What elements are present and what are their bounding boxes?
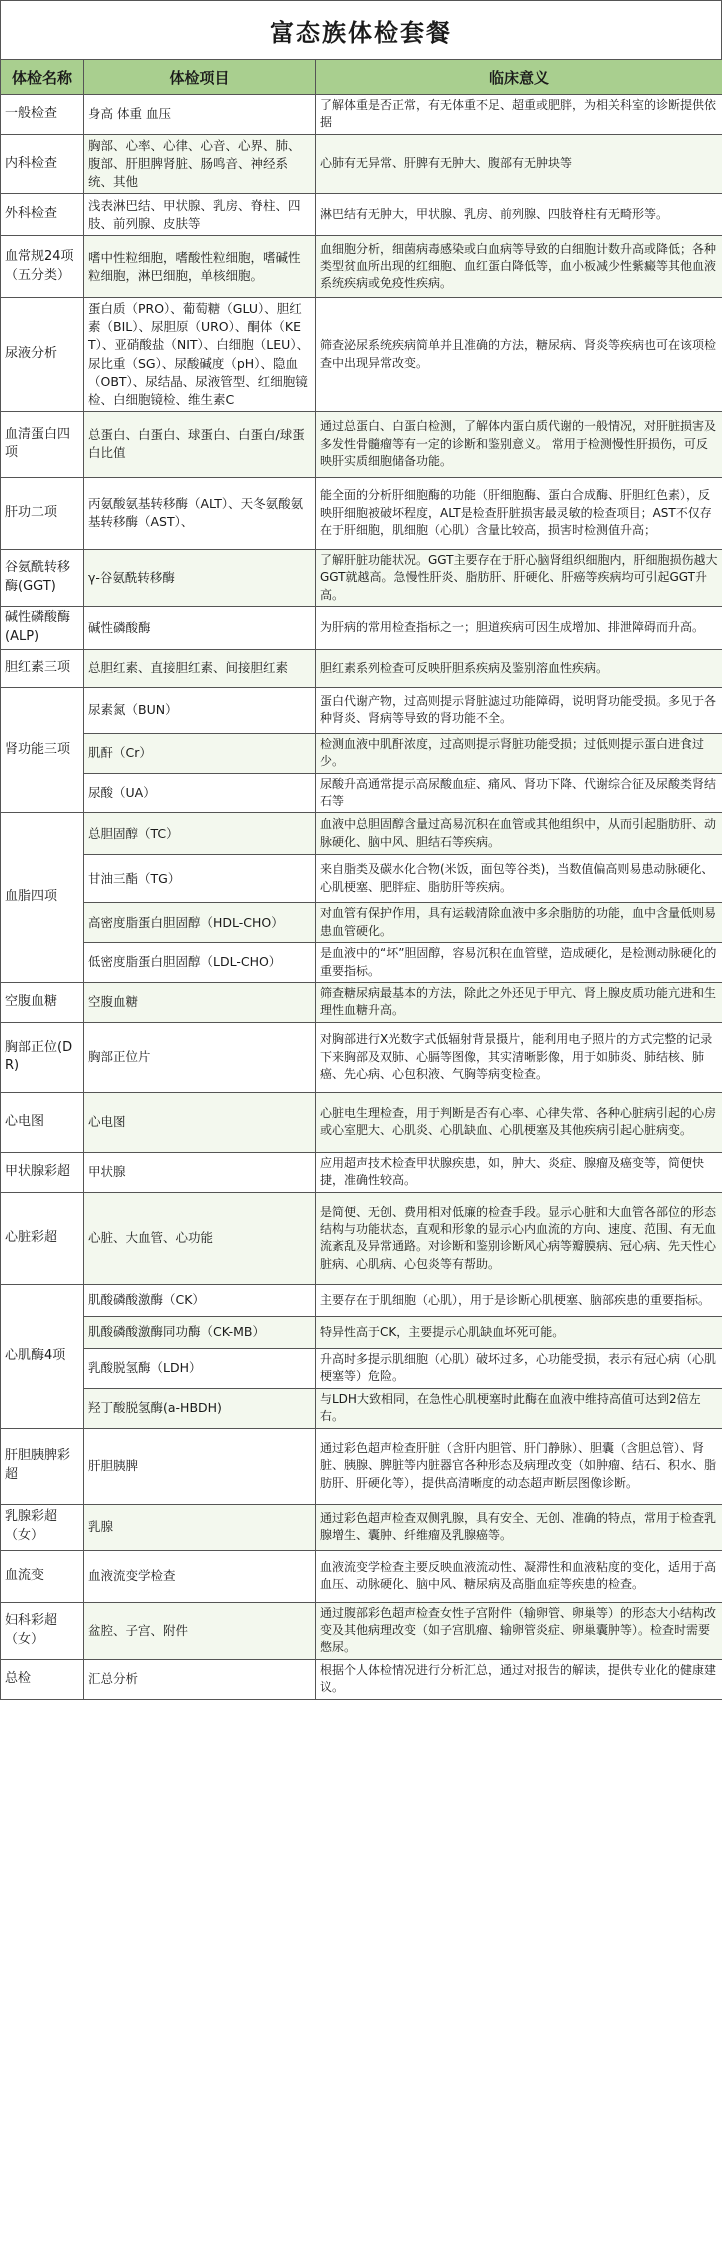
checkup-name-cell: 心脏彩超	[1, 1192, 84, 1284]
table-row	[1, 649, 722, 687]
checkup-item-cell: 总胆固醇（TC）	[84, 813, 316, 855]
clinical-meaning-cell: 蛋白代谢产物，过高则提示肾脏滤过功能障碍，说明肾功能受损。多见于各种肾炎、肾病等导致的肾功能不全。	[316, 687, 722, 733]
checkup-item-cell: 心脏、大血管、心功能	[84, 1192, 316, 1284]
clinical-meaning-cell: 通过彩色超声检查双侧乳腺，具有安全、无创、准确的特点，常用于检查乳腺增生、囊肿、纤维瘤及乳腺癌等。	[316, 1504, 722, 1550]
checkup-item-cell: 胸部正位片	[84, 1022, 316, 1092]
checkup-name-cell: 碱性磷酸酶(ALP)	[1, 607, 84, 650]
table-row	[1, 1192, 722, 1284]
clinical-meaning-cell: 应用超声技术检查甲状腺疾患，如，肿大、炎症、腺瘤及癌变等，简便快捷，准确性较高。	[316, 1152, 722, 1192]
page-title: 富态族体检套餐	[0, 0, 722, 59]
checkup-name-cell: 胆红素三项	[1, 649, 84, 687]
checkup-name-cell: 甲状腺彩超	[1, 1152, 84, 1192]
clinical-meaning-cell: 对血管有保护作用，具有运载清除血液中多余脂肪的功能，血中含量低则易患血管硬化。	[316, 903, 722, 943]
clinical-meaning-cell: 主要存在于肌细胞（心肌），用于是诊断心肌梗塞、脑部疾患的重要指标。	[316, 1284, 722, 1316]
table-row	[1, 236, 722, 298]
table-row	[1, 1602, 722, 1659]
checkup-item-cell: 高密度脂蛋白胆固醇（HDL-CHO）	[84, 903, 316, 943]
table-row	[1, 1428, 722, 1504]
table-row	[1, 1284, 722, 1316]
clinical-meaning-cell: 升高时多提示肌细胞（心肌）破坏过多，心功能受损，表示有冠心病（心肌梗塞等）危险。	[316, 1348, 722, 1388]
checkup-name-cell: 肝胆胰脾彩超	[1, 1428, 84, 1504]
clinical-meaning-cell: 能全面的分析肝细胞酶的功能（肝细胞酶、蛋白合成酶、肝胆红色素），反映肝细胞被破坏程度，ALT是检查肝脏损害最灵敏的检查项目；AST不仅存在于肝细胞，肌细胞（心肌）含量比较高，损害时检测值升高；	[316, 477, 722, 549]
table-row	[1, 1348, 722, 1388]
clinical-meaning-cell: 来自脂类及碳水化合物(米饭，面包等谷类)，当数值偏高则易患动脉硬化、心肌梗塞、肥胖症、脂肪肝等疾病。	[316, 855, 722, 903]
table-row	[1, 549, 722, 606]
table-row	[1, 298, 722, 412]
checkup-name-cell: 血清蛋白四项	[1, 411, 84, 477]
clinical-meaning-cell: 对胸部进行X光数字式低辐射背景摄片，能利用电子照片的方式完整的记录下来胸部及双肺、心膈等图像，其实清晰影像，用于如肺炎、肺结核、肺癌、先心病、心包积液、气胸等病变检查。	[316, 1022, 722, 1092]
clinical-meaning-cell: 通过总蛋白、白蛋白检测，了解体内蛋白质代谢的一般情况，对肝脏损害及多发性骨髓瘤等有一定的诊断和鉴别意义。 常用于检测慢性肝损伤，可反映肝实质细胞储备功能。	[316, 411, 722, 477]
header-items: 体检项目	[84, 60, 316, 95]
checkup-item-cell: 羟丁酸脱氢酶(a-HBDH)	[84, 1388, 316, 1428]
table-row	[1, 477, 722, 549]
checkup-item-cell: 总蛋白、白蛋白、球蛋白、白蛋白/球蛋白比值	[84, 411, 316, 477]
checkup-item-cell: 嗜中性粒细胞，嗜酸性粒细胞，嗜碱性粒细胞，淋巴细胞，单核细胞。	[84, 236, 316, 298]
clinical-meaning-cell: 血细胞分析，细菌病毒感染或白血病等导致的白细胞计数升高或降低；各种类型贫血所出现的红细胞、血红蛋白降低等，血小板减少性紫癜等其他血液系统疾病或免疫性疾病。	[316, 236, 722, 298]
header-name: 体检名称	[1, 60, 84, 95]
checkup-item-cell: 盆腔、子宫、附件	[84, 1602, 316, 1659]
table-row	[1, 855, 722, 903]
checkup-item-cell: 总胆红素、直接胆红素、间接胆红素	[84, 649, 316, 687]
checkup-name-cell: 内科检查	[1, 134, 84, 193]
checkup-name-cell: 妇科彩超（女）	[1, 1602, 84, 1659]
clinical-meaning-cell: 了解体重是否正常，有无体重不足、超重或肥胖，为相关科室的诊断提供依据	[316, 95, 722, 135]
checkup-name-cell: 血脂四项	[1, 813, 84, 983]
clinical-meaning-cell: 筛查泌尿系统疾病简单并且准确的方法，糖尿病、肾炎等疾病也可在该项检查中出现异常改变。	[316, 298, 722, 412]
checkup-table	[0, 59, 722, 1700]
checkup-item-cell: γ-谷氨酰转移酶	[84, 549, 316, 606]
checkup-item-cell: 低密度脂蛋白胆固醇（LDL-CHO）	[84, 943, 316, 983]
clinical-meaning-cell: 检测血液中肌酐浓度，过高则提示肾脏功能受损；过低则提示蛋白进食过少。	[316, 733, 722, 773]
checkup-name-cell: 外科检查	[1, 194, 84, 236]
checkup-name-cell: 肾功能三项	[1, 687, 84, 813]
checkup-name-cell: 谷氨酰转移酶(GGT)	[1, 549, 84, 606]
checkup-item-cell: 肌酸磷酸激酶（CK）	[84, 1284, 316, 1316]
checkup-name-cell: 心肌酶4项	[1, 1284, 84, 1428]
checkup-item-cell: 身高 体重 血压	[84, 95, 316, 135]
checkup-item-cell: 碱性磷酸酶	[84, 607, 316, 650]
checkup-item-cell: 乳腺	[84, 1504, 316, 1550]
checkup-item-cell: 丙氨酸氨基转移酶（ALT）、天冬氨酸氨基转移酶（AST）、	[84, 477, 316, 549]
clinical-meaning-cell: 为肝病的常用检查指标之一；胆道疾病可因生成增加、排泄障碍而升高。	[316, 607, 722, 650]
table-row	[1, 773, 722, 813]
checkup-item-cell: 乳酸脱氢酶（LDH）	[84, 1348, 316, 1388]
clinical-meaning-cell: 心肺有无异常、肝脾有无肿大、腹部有无肿块等	[316, 134, 722, 193]
clinical-meaning-cell: 淋巴结有无肿大，甲状腺、乳房、前列腺、四肢脊柱有无畸形等。	[316, 194, 722, 236]
checkup-name-cell: 血常规24项（五分类）	[1, 236, 84, 298]
table-row	[1, 1504, 722, 1550]
table-row	[1, 687, 722, 733]
clinical-meaning-cell: 与LDH大致相同，在急性心肌梗塞时此酶在血液中维持高值可达到2倍左右。	[316, 1388, 722, 1428]
checkup-name-cell: 心电图	[1, 1092, 84, 1152]
table-row	[1, 1022, 722, 1092]
checkup-item-cell: 肌酐（Cr）	[84, 733, 316, 773]
table-row	[1, 1388, 722, 1428]
checkup-name-cell: 一般检查	[1, 95, 84, 135]
clinical-meaning-cell: 血液流变学检查主要反映血液流动性、凝滞性和血液粘度的变化，适用于高血压、动脉硬化、脑中风、糖尿病及高脂血症等疾患的检查。	[316, 1550, 722, 1602]
table-body	[1, 95, 722, 1700]
table-row	[1, 1550, 722, 1602]
table-row	[1, 1659, 722, 1699]
table-row	[1, 1092, 722, 1152]
checkup-item-cell: 血液流变学检查	[84, 1550, 316, 1602]
checkup-item-cell: 甲状腺	[84, 1152, 316, 1192]
checkup-item-cell: 肌酸磷酸激酶同功酶（CK-MB）	[84, 1316, 316, 1348]
table-header-row	[1, 60, 722, 95]
clinical-meaning-cell: 心脏电生理检查，用于判断是否有心率、心律失常、各种心脏病引起的心房或心室肥大、心肌炎、心肌缺血、心肌梗塞及其他疾病引起心脏病变。	[316, 1092, 722, 1152]
table-row	[1, 95, 722, 135]
checkup-name-cell: 肝功二项	[1, 477, 84, 549]
table-row	[1, 134, 722, 193]
clinical-meaning-cell: 根据个人体检情况进行分析汇总，通过对报告的解读，提供专业化的健康建议。	[316, 1659, 722, 1699]
checkup-item-cell: 甘油三酯（TG）	[84, 855, 316, 903]
table-row	[1, 607, 722, 650]
checkup-item-cell: 尿素氮（BUN）	[84, 687, 316, 733]
clinical-meaning-cell: 是简便、无创、费用相对低廉的检查手段。显示心脏和大血管各部位的形态结构与功能状态，直观和形象的显示心内血流的方向、速度、范围、有无血流紊乱及异常通路。对诊断和鉴别诊断风心病等瓣膜病、冠心病、先天性心脏病、心肌病、心包炎等有帮助。	[316, 1192, 722, 1284]
clinical-meaning-cell: 通过彩色超声检查肝脏（含肝内胆管、肝门静脉）、胆囊（含胆总管）、肾脏、胰腺、脾脏等内脏器官各种形态及病理改变（如肿瘤、结石、积水、脂肪肝、肝硬化等），提供高清晰度的动态超声断层图像诊断。	[316, 1428, 722, 1504]
header-meaning: 临床意义	[316, 60, 722, 95]
checkup-name-cell: 尿液分析	[1, 298, 84, 412]
checkup-name-cell: 胸部正位(DR)	[1, 1022, 84, 1092]
checkup-item-cell: 空腹血糖	[84, 982, 316, 1022]
table-row	[1, 982, 722, 1022]
checkup-item-cell: 蛋白质（PRO）、葡萄糖（GLU）、胆红素（BIL）、尿胆原（URO）、酮体（KET）、亚硝酸盐（NIT）、白细胞（LEU）、尿比重（SG）、尿酸碱度（pH）、隐血（OBT）、尿结晶、尿液管型、红细胞镜检、白细胞镜检、维生素C	[84, 298, 316, 412]
table-row	[1, 1152, 722, 1192]
table-row	[1, 903, 722, 943]
table-row	[1, 813, 722, 855]
table-row	[1, 733, 722, 773]
checkup-item-cell: 汇总分析	[84, 1659, 316, 1699]
checkup-item-cell: 肝胆胰脾	[84, 1428, 316, 1504]
table-row	[1, 194, 722, 236]
clinical-meaning-cell: 血液中总胆固醇含量过高易沉积在血管或其他组织中，从而引起脂肪肝、动脉硬化、脑中风、胆结石等疾病。	[316, 813, 722, 855]
checkup-item-cell: 浅表淋巴结、甲状腺、乳房、脊柱、四肢、前列腺、皮肤等	[84, 194, 316, 236]
clinical-meaning-cell: 筛查糖尿病最基本的方法，除此之外还见于甲亢、肾上腺皮质功能亢进和生理性血糖升高。	[316, 982, 722, 1022]
checkup-item-cell: 心电图	[84, 1092, 316, 1152]
clinical-meaning-cell: 通过腹部彩色超声检查女性子宫附件（输卵管、卵巢等）的形态大小结构改变及其他病理改变（如子宫肌瘤、输卵管炎症、卵巢囊肿等）。检查时需要憋尿。	[316, 1602, 722, 1659]
clinical-meaning-cell: 了解肝脏功能状况。GGT主要存在于肝心脑肾组织细胞内，肝细胞损伤越大GGT就越高。急慢性肝炎、脂肪肝、肝硬化、肝癌等疾病均可引起GGT升高。	[316, 549, 722, 606]
table-row	[1, 411, 722, 477]
checkup-name-cell: 总检	[1, 1659, 84, 1699]
checkup-item-cell: 胸部、心率、心律、心音、心界、肺、腹部、肝胆脾肾脏、肠鸣音、神经系统、其他	[84, 134, 316, 193]
checkup-name-cell: 血流变	[1, 1550, 84, 1602]
clinical-meaning-cell: 胆红素系列检查可反映肝胆系疾病及鉴别溶血性疾病。	[316, 649, 722, 687]
clinical-meaning-cell: 是血液中的“坏”胆固醇，容易沉积在血管壁，造成硬化，是检测动脉硬化的重要指标。	[316, 943, 722, 983]
table-row	[1, 943, 722, 983]
checkup-name-cell: 空腹血糖	[1, 982, 84, 1022]
checkup-item-cell: 尿酸（UA）	[84, 773, 316, 813]
table-row	[1, 1316, 722, 1348]
checkup-name-cell: 乳腺彩超（女）	[1, 1504, 84, 1550]
clinical-meaning-cell: 特异性高于CK，主要提示心肌缺血坏死可能。	[316, 1316, 722, 1348]
clinical-meaning-cell: 尿酸升高通常提示高尿酸血症、痛风、肾功下降、代谢综合征及尿酸类肾结石等	[316, 773, 722, 813]
